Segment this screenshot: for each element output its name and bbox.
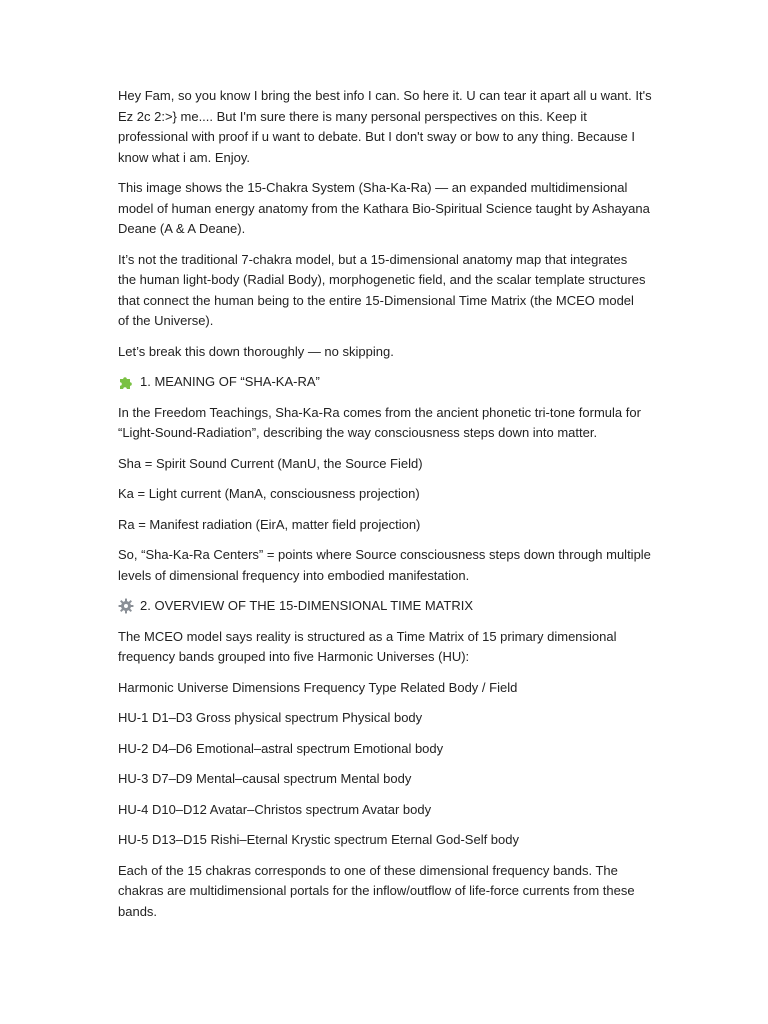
- document-body: [118, 86, 658, 932]
- freedom-teachings-paragraph: [118, 403, 658, 444]
- centers-summary-paragraph: [118, 545, 658, 586]
- section-heading-text: 1. MEANING OF “SHA-KA-RA”: [140, 374, 320, 389]
- text-line: the human light-body (Radial Body), morphogenetic field, and the scalar template structures: [118, 272, 646, 287]
- text-line: professional with proof if u want to debate. But I don't sway or bow to any thing. Because I: [118, 129, 636, 144]
- ka-definition: [118, 484, 658, 505]
- harmonic-table-row: [118, 708, 658, 729]
- text-line: This image shows the 15-Chakra System (Sha-Ka-Ra) — an expanded multidimensional: [118, 180, 628, 195]
- sha-definition: [118, 454, 658, 475]
- table-row: HU-5 D13–D15 Rishi–Eternal Krystic spectrum Eternal God-Self body: [118, 832, 520, 847]
- puzzle-piece-icon: [118, 374, 134, 390]
- text-line: of the Universe).: [118, 313, 214, 328]
- table-row: HU-1 D1–D3 Gross physical spectrum Physical body: [118, 710, 423, 725]
- section-heading-1: [118, 372, 658, 393]
- text-line: The MCEO model says reality is structured as a Time Matrix of 15 primary dimensional: [118, 628, 617, 644]
- mceo-paragraph: [118, 627, 658, 668]
- text-line: So, “Sha-Ka-Ra Centers” = points where Source consciousness steps down through multiple: [118, 547, 651, 562]
- text-line: that connect the human being to the entire 15-Dimensional Time Matrix (the MCEO model: [118, 292, 634, 308]
- harmonic-table-row: [118, 800, 658, 821]
- image-description-paragraph: [118, 178, 658, 240]
- text-line: Sha = Spirit Sound Current (ManU, the Source Field): [118, 455, 423, 471]
- section-heading-2: [118, 596, 658, 617]
- text-line: model of human energy anatomy from the Kathara Bio-Spiritual Science taught by Ashayana: [118, 200, 650, 216]
- text-line: know what i am. Enjoy.: [118, 149, 250, 165]
- harmonic-table-row: [118, 769, 658, 790]
- text-line: bands.: [118, 903, 158, 919]
- chakra-bands-paragraph: [118, 861, 658, 923]
- intro-paragraph: [118, 86, 658, 168]
- text-line: It’s not the traditional 7-chakra model, but a 15-dimensional anatomy map that integrates: [118, 251, 628, 267]
- text-line: Let’s break this down thoroughly — no skipping.: [118, 343, 394, 359]
- text-line: frequency bands grouped into five Harmonic Universes (HU):: [118, 649, 470, 664]
- section-heading-text: 2. OVERVIEW OF THE 15-DIMENSIONAL TIME MATRIX: [140, 598, 474, 613]
- text-line: In the Freedom Teachings, Sha-Ka-Ra comes from the ancient phonetic tri-tone formula for: [118, 404, 641, 420]
- harmonic-table-row: [118, 739, 658, 760]
- table-row: HU-2 D4–D6 Emotional–astral spectrum Emotional body: [118, 740, 444, 756]
- table-row: HU-4 D10–D12 Avatar–Christos spectrum Avatar body: [118, 801, 432, 817]
- text-line: Ka = Light current (ManA, consciousness projection): [118, 486, 420, 501]
- break-down-paragraph: [118, 342, 658, 363]
- text-line: Ra = Manifest radiation (EirA, matter field projection): [118, 516, 421, 532]
- table-row: HU-3 D7–D9 Mental–causal spectrum Mental body: [118, 771, 412, 786]
- text-line: Each of the 15 chakras corresponds to one of these dimensional frequency bands. The: [118, 862, 618, 878]
- text-line: “Light-Sound-Radiation”, describing the way consciousness steps down into matter.: [118, 425, 598, 440]
- table-row: Harmonic Universe Dimensions Frequency Type Related Body / Field: [118, 679, 518, 695]
- text-line: levels of dimensional frequency into embodied manifestation.: [118, 567, 470, 583]
- gear-icon: [118, 598, 134, 614]
- harmonic-table-row: [118, 830, 658, 851]
- text-line: chakras are multidimensional portals for the inflow/outflow of life-force currents from these: [118, 883, 635, 898]
- model-description-paragraph: [118, 250, 658, 332]
- harmonic-table-header: [118, 678, 658, 699]
- text-line: Hey Fam, so you know I bring the best info I can. So here it. U can tear it apart all u want. It's: [118, 88, 652, 103]
- text-line: Deane (A & A Deane).: [118, 221, 246, 236]
- ra-definition: [118, 515, 658, 536]
- text-line: Ez 2c 2:>} me.... But I'm sure there is many personal perspectives on this. Keep it: [118, 108, 587, 124]
